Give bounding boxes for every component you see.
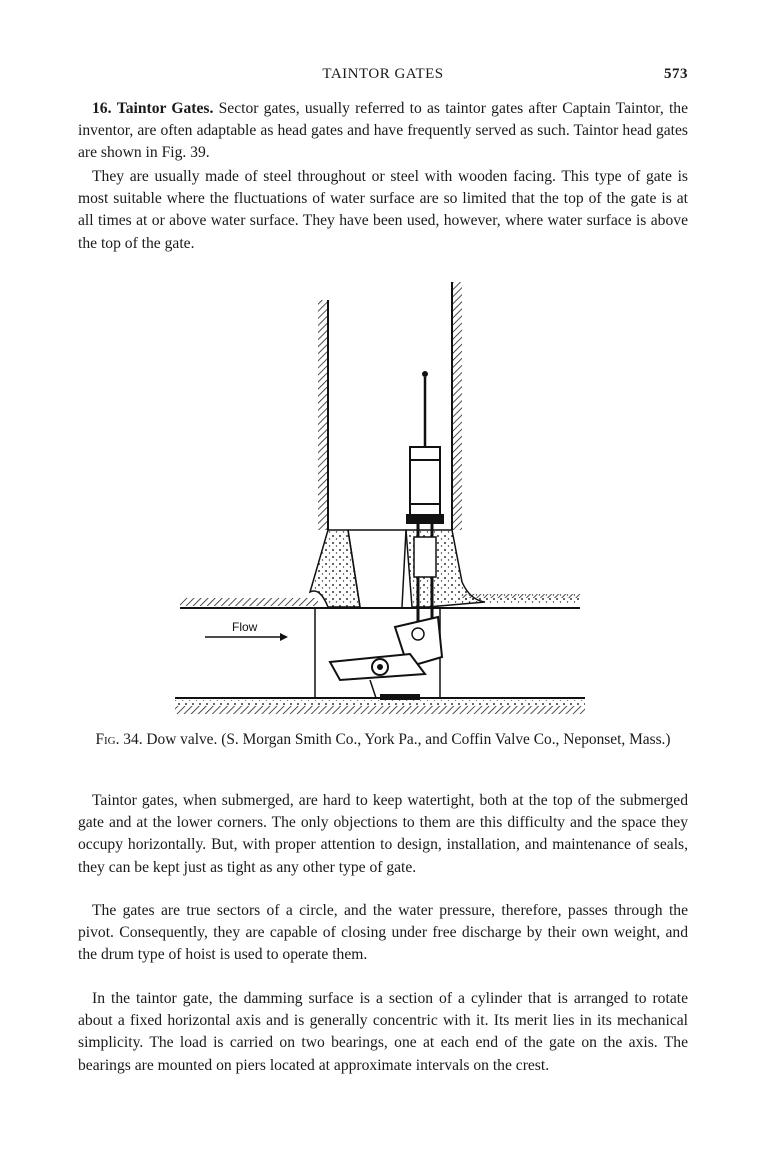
ground-surface xyxy=(180,594,580,608)
figure-caption-label: Fig. 34. xyxy=(95,731,143,748)
dow-valve-figure xyxy=(170,282,590,722)
paragraph-3: Taintor gates, when submerged, are hard to keep watertight, both at the top of the submerged gate and at the lower corners. The only objections to them are this difficulty and the space they occupy horizontally. But, with proper attention to design, installation, and maintenance of seals, they can be kept just as tight as any other type of gate. xyxy=(78,792,688,876)
concrete-shaft-base xyxy=(310,530,485,607)
figure-caption xyxy=(78,730,688,750)
channel-bottom xyxy=(175,698,585,714)
flow-arrow xyxy=(205,633,288,641)
paragraph-1 xyxy=(78,98,688,165)
right-shaft-wall xyxy=(452,282,462,530)
running-title: TAINTOR GATES xyxy=(322,66,444,82)
paragraph-1-text: Sector gates, usually referred to as taintor gates after Captain Taintor, the inventor, are often adaptable as head gates and have frequently served as such. Taintor head gates are shown in Fig. 39. xyxy=(78,100,688,162)
valve-body xyxy=(330,617,442,700)
paragraph-4: The gates are true sectors of a circle, and the water pressure, therefore, passes through the pivot. Consequently, they are capable of closing under free discharge by their own weight, and the drum type of hoist is used to operate them. xyxy=(78,902,688,964)
flow-label: Flow xyxy=(232,620,258,634)
figure-caption-text: Dow valve. (S. Morgan Smith Co., York Pa., and Coffin Valve Co., Neponset, Mass.) xyxy=(146,731,671,748)
left-shaft-wall xyxy=(318,300,328,530)
paragraph-2: They are usually made of steel throughout or steel with wooden facing. This type of gate is most suitable where the fluctuations of water surface are so limited that the top of the gate is at all times at or above water surface. They have been used, however, where water surface is above the top of the gate. xyxy=(78,168,688,252)
section-number: 16. xyxy=(92,100,112,117)
running-header xyxy=(78,66,688,90)
paragraph-5: In the taintor gate, the damming surface is a section of a cylinder that is arranged to rotate about a fixed horizontal axis and is generally concentric with it. Its merit lies in its mechanical simplicity. The load is carried on two bearings, one at each end of the gate on the axis. The bearings are mounted on piers located at approximate intervals on the crest. xyxy=(78,990,688,1074)
page-number: 573 xyxy=(664,66,688,82)
section-title: Taintor Gates. xyxy=(116,100,214,117)
